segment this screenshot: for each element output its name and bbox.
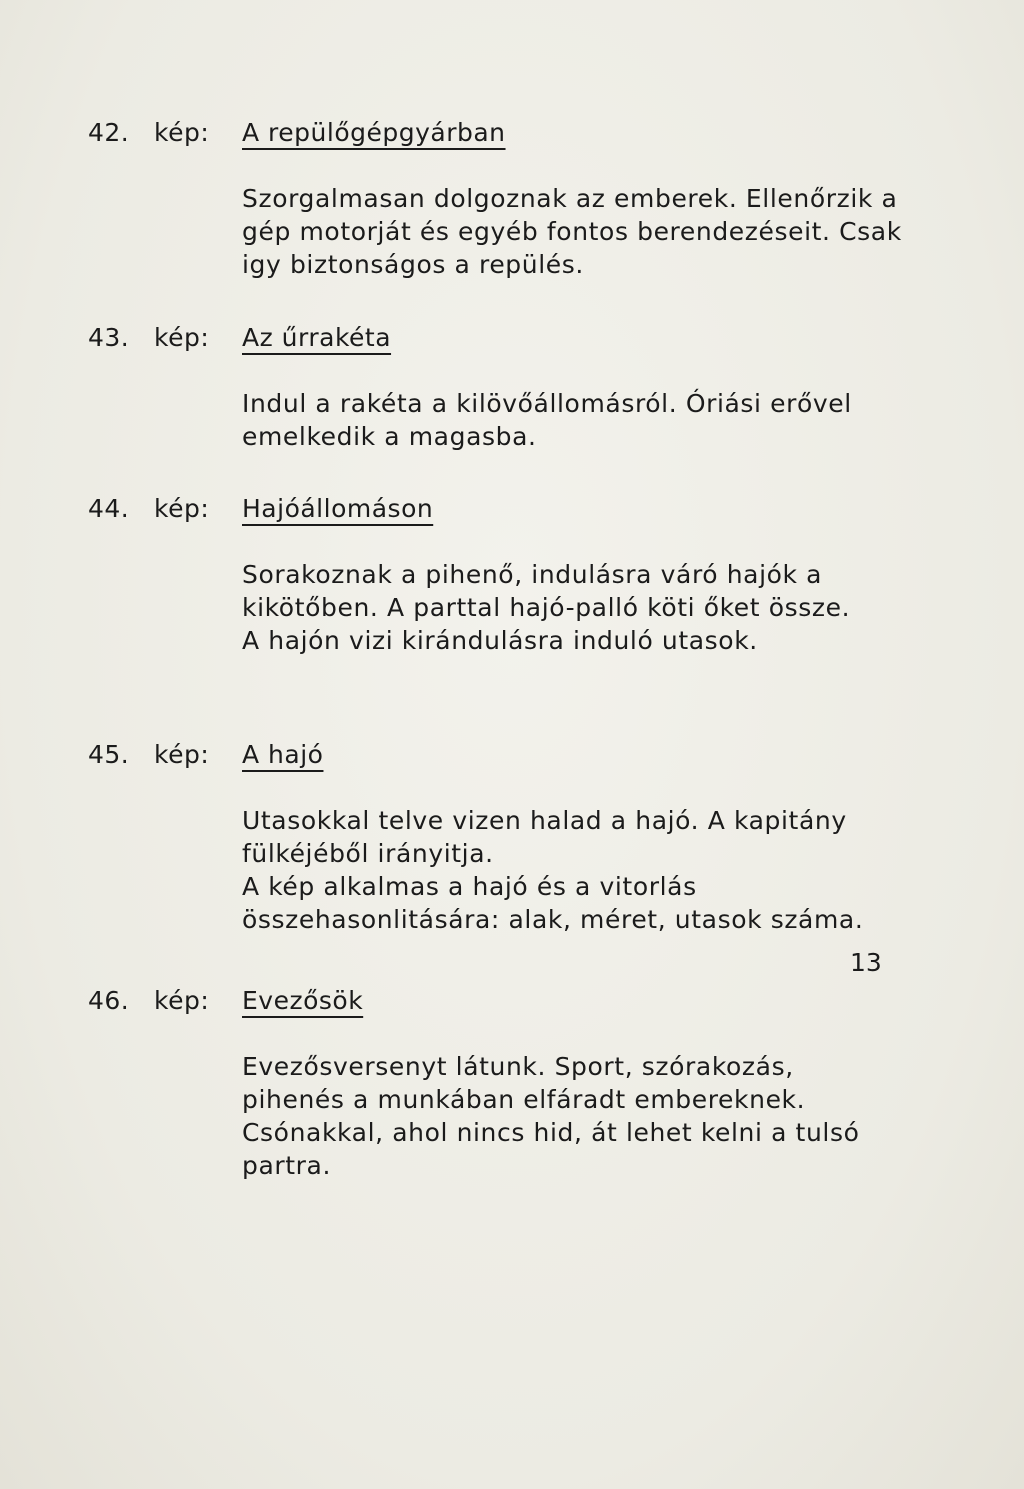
entry-paragraph: Utasokkal telve vizen halad a hajó. A kapitány fülkéjéből irányitja. xyxy=(242,806,847,868)
entry-label: kép: xyxy=(154,740,210,769)
entry-number: 42. xyxy=(88,118,130,147)
entry-42 xyxy=(88,118,908,281)
entry-label: kép: xyxy=(154,323,210,352)
entry-paragraph: Szorgalmasan dolgoznak az emberek. Ellenőrzik a gép motorját és egyéb fontos berendezéseit. Csak igy biztonságos a repülés. xyxy=(242,184,902,279)
entry-label: kép: xyxy=(154,118,210,147)
entry-paragraph: A kép alkalmas a hajó és a vitorlás összehasonlitására: alak, méret, utasok száma. xyxy=(242,872,864,934)
entry-title: A hajó xyxy=(242,740,324,769)
entry-44 xyxy=(88,494,908,657)
entry-heading xyxy=(88,118,908,154)
entry-label: kép: xyxy=(154,986,210,1015)
entry-title: Evezősök xyxy=(242,986,364,1015)
entry-paragraph: Evezősversenyt látunk. Sport, szórakozás, pihenés a munkában elfáradt embereknek. Csónakkal, ahol nincs hid, át lehet kelni a tulsó partra. xyxy=(242,1052,860,1180)
entry-number: 43. xyxy=(88,323,130,352)
page-number: 13 xyxy=(850,948,882,977)
entry-body xyxy=(242,182,902,281)
entry-number: 45. xyxy=(88,740,130,769)
entry-body xyxy=(242,804,902,936)
entry-43 xyxy=(88,323,908,453)
entry-heading xyxy=(88,986,908,1022)
entry-title: A repülőgépgyárban xyxy=(242,118,506,147)
entry-body xyxy=(242,1050,902,1182)
entry-heading xyxy=(88,740,908,776)
entry-title: Hajóállomáson xyxy=(242,494,434,523)
entry-body xyxy=(242,558,902,657)
entry-45 xyxy=(88,740,908,936)
entry-heading xyxy=(88,323,908,359)
entry-46 xyxy=(88,986,908,1182)
entry-number: 46. xyxy=(88,986,130,1015)
entry-paragraph: Indul a rakéta a kilövőállomásról. Óriási erővel emelkedik a magasba. xyxy=(242,389,852,451)
entry-number: 44. xyxy=(88,494,130,523)
entry-body xyxy=(242,387,902,453)
entry-title: Az űrrakéta xyxy=(242,323,392,352)
entry-heading xyxy=(88,494,908,530)
entry-paragraph: Sorakoznak a pihenő, indulásra váró hajók a kikötőben. A parttal hajó-palló köti őket össze. xyxy=(242,560,851,622)
entry-label: kép: xyxy=(154,494,210,523)
entry-paragraph: A hajón vizi kirándulásra induló utasok. xyxy=(242,626,758,655)
